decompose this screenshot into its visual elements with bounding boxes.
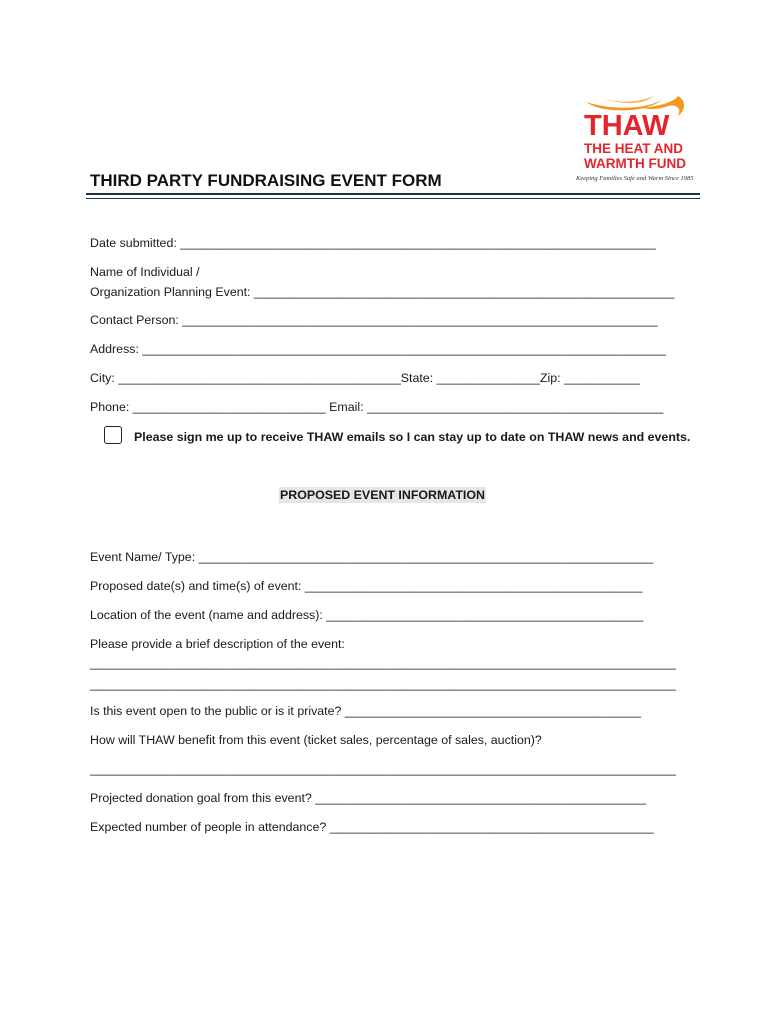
organization-label: Name of Individual /: [90, 265, 200, 279]
description-line-2[interactable]: _____________________________________________________________________________________: [90, 677, 676, 691]
contact-person-field[interactable]: Contact Person: _____________________________________________________________________: [90, 313, 658, 327]
email-signup-label: Please sign me up to receive THAW emails so I can stay up to date on THAW news and events.: [134, 430, 691, 444]
page-title: THIRD PARTY FUNDRAISING EVENT FORM: [90, 171, 442, 190]
address-field[interactable]: Address: ____________________________________________________________________________: [90, 342, 667, 356]
event-location-field[interactable]: Location of the event (name and address): ______________________________________________: [90, 608, 644, 622]
logo-wordmark: THAW: [584, 110, 670, 142]
thaw-logo: [576, 92, 702, 188]
description-label: Please provide a brief description of the event:: [90, 637, 345, 651]
logo-tagline: Keeping Families Safe and Warm Since 1985: [576, 175, 694, 182]
description-line-1[interactable]: _____________________________________________________________________________________: [90, 656, 676, 670]
section-title: PROPOSED EVENT INFORMATION: [280, 488, 485, 502]
benefit-label: How will THAW benefit from this event (ticket sales, percentage of sales, auction)?: [90, 733, 542, 747]
title-divider: [86, 193, 700, 199]
phone-email-field[interactable]: Phone: ____________________________ Email: ___________________________________________: [90, 400, 664, 414]
public-private-field[interactable]: Is this event open to the public or is it private? ___________________________________________: [90, 704, 642, 718]
logo-line-2: WARMTH FUND: [584, 156, 686, 171]
event-dates-field[interactable]: Proposed date(s) and time(s) of event: _________________________________________________: [90, 579, 643, 593]
city-state-zip-field[interactable]: City: _________________________________________State: _______________Zip: ___________: [90, 371, 640, 385]
benefit-line[interactable]: _____________________________________________________________________________________: [90, 762, 676, 776]
donation-goal-field[interactable]: Projected donation goal from this event? ________________________________________________: [90, 791, 647, 805]
email-signup-checkbox[interactable]: [104, 426, 122, 444]
date-submitted-field[interactable]: Date submitted: _____________________________________________________________________: [90, 236, 656, 250]
logo-line-1: THE HEAT AND: [584, 141, 683, 156]
event-name-field[interactable]: Event Name/ Type: __________________________________________________________________: [90, 550, 654, 564]
organization-field[interactable]: Organization Planning Event: _____________________________________________________________: [90, 285, 675, 299]
attendance-field[interactable]: Expected number of people in attendance? _______________________________________________: [90, 820, 654, 834]
